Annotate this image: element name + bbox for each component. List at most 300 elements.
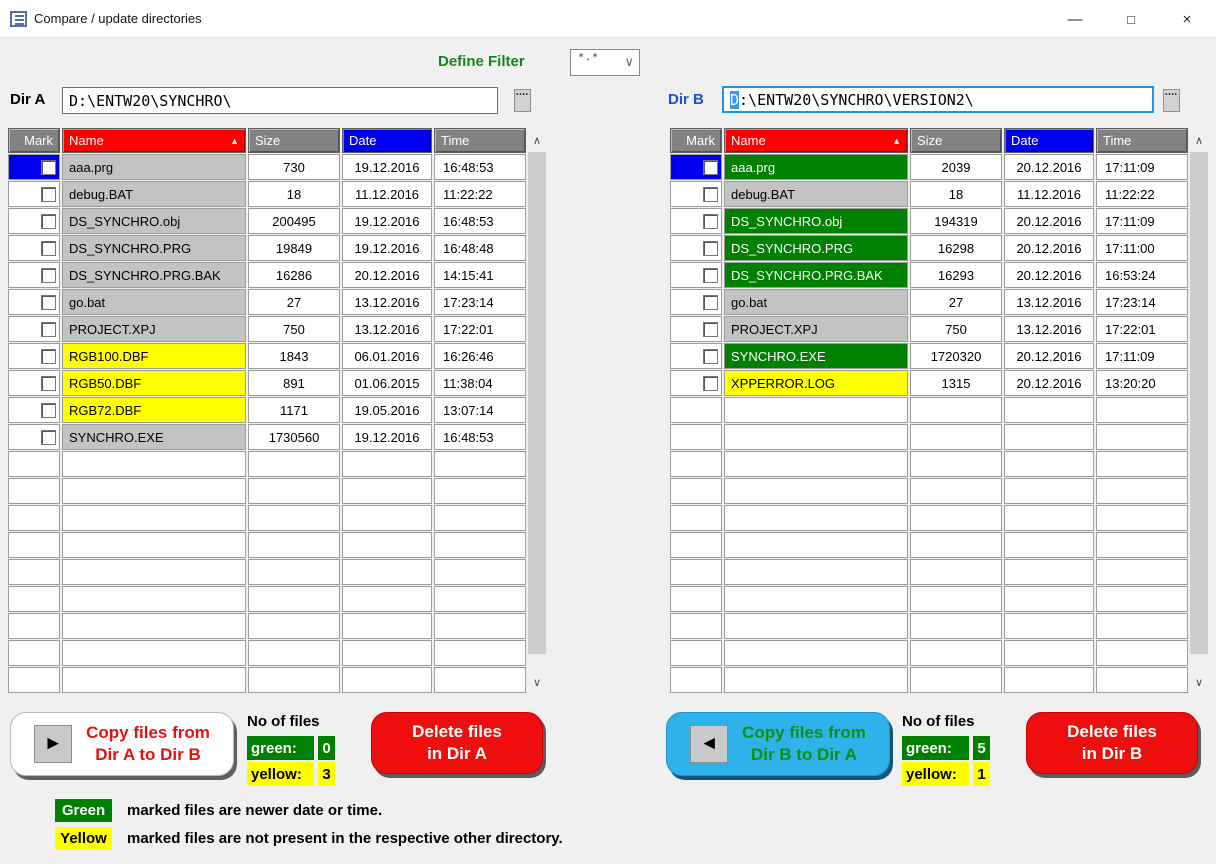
column-header-mark[interactable] <box>8 128 60 153</box>
file-name-cell <box>62 613 246 639</box>
file-date-cell: 20.12.2016 <box>1004 370 1094 396</box>
file-name-cell: debug.BAT <box>62 181 246 207</box>
column-header-label: Date <box>349 133 377 148</box>
table-row <box>8 640 526 666</box>
file-size-cell <box>910 451 1002 477</box>
minimize-icon[interactable]: — <box>1067 10 1083 28</box>
file-time-cell <box>1096 667 1188 693</box>
button-label-line: in Dir A <box>427 744 487 763</box>
yellow-count-label: yellow: <box>902 762 969 786</box>
file-date-cell <box>1004 505 1094 531</box>
table-row[interactable] <box>8 181 526 207</box>
mark-cell <box>670 343 722 369</box>
file-time-cell <box>434 613 526 639</box>
file-name-cell: DS_SYNCHRO.obj <box>62 208 246 234</box>
file-time-cell: 17:11:00 <box>1096 235 1188 261</box>
scrollbar-thumb[interactable] <box>528 152 546 654</box>
file-size-cell <box>248 640 340 666</box>
file-time-cell: 11:38:04 <box>434 370 526 396</box>
column-header-date[interactable] <box>1004 128 1094 153</box>
file-date-cell <box>342 640 432 666</box>
green-count-value: 5 <box>973 736 990 760</box>
file-time-cell <box>434 640 526 666</box>
button-label-line: Dir B to Dir A <box>750 745 858 764</box>
column-header-label: Time <box>441 133 470 148</box>
file-date-cell <box>1004 559 1094 585</box>
file-name-cell: go.bat <box>62 289 246 315</box>
column-header-name[interactable] <box>62 128 246 153</box>
file-date-cell: 20.12.2016 <box>342 262 432 288</box>
yellow-legend-text: marked files are not present in the respective other directory. <box>127 830 563 847</box>
file-name-cell <box>724 424 908 450</box>
table-row <box>670 532 1188 558</box>
table-row <box>670 424 1188 450</box>
row-checkbox[interactable] <box>41 349 56 364</box>
file-name-cell <box>62 667 246 693</box>
table-row[interactable] <box>670 181 1188 207</box>
file-time-cell <box>434 451 526 477</box>
file-date-cell: 20.12.2016 <box>1004 343 1094 369</box>
file-time-cell: 17:22:01 <box>434 316 526 342</box>
table-row[interactable] <box>670 235 1188 261</box>
file-date-cell <box>342 451 432 477</box>
mark-cell <box>670 154 722 180</box>
file-time-cell: 11:22:22 <box>434 181 526 207</box>
table-row[interactable] <box>670 316 1188 342</box>
scroll-down-icon[interactable]: ∨ <box>1194 676 1204 689</box>
dir-b-path-text: :\ENTW20\SYNCHRO\VERSION2\ <box>739 90 974 109</box>
file-time-cell <box>434 667 526 693</box>
file-name-cell: SYNCHRO.EXE <box>724 343 908 369</box>
file-name-cell: DS_SYNCHRO.PRG <box>724 235 908 261</box>
define-filter-label: Define Filter <box>438 53 525 70</box>
file-time-cell: 14:15:41 <box>434 262 526 288</box>
table-row <box>8 559 526 585</box>
yellow-count-value: 3 <box>318 762 335 786</box>
table-row[interactable] <box>670 289 1188 315</box>
mark-cell <box>670 667 722 693</box>
row-checkbox[interactable] <box>703 160 718 175</box>
dir-b-label: Dir B <box>668 91 704 108</box>
file-time-cell: 17:23:14 <box>1096 289 1188 315</box>
file-size-cell <box>910 667 1002 693</box>
table-row <box>670 478 1188 504</box>
sort-asc-icon: ▲ <box>230 135 239 146</box>
scrollbar-thumb[interactable] <box>1190 152 1208 654</box>
table-row[interactable] <box>8 154 526 180</box>
file-date-cell: 19.05.2016 <box>342 397 432 423</box>
mark-cell <box>670 586 722 612</box>
mark-cell <box>670 262 722 288</box>
file-time-cell: 16:48:53 <box>434 424 526 450</box>
play-right-glyph: ► <box>43 732 63 754</box>
file-date-cell: 20.12.2016 <box>1004 262 1094 288</box>
mark-cell <box>670 640 722 666</box>
row-checkbox[interactable] <box>41 268 56 283</box>
row-checkbox[interactable] <box>41 160 56 175</box>
row-checkbox[interactable] <box>703 214 718 229</box>
column-header-label: Size <box>917 133 943 148</box>
file-name-cell: SYNCHRO.EXE <box>62 424 246 450</box>
file-size-cell: 1843 <box>248 343 340 369</box>
yellow-legend-chip: Yellow <box>55 827 112 850</box>
filter-value: *.* <box>578 52 600 63</box>
column-header-name[interactable] <box>724 128 908 153</box>
file-time-cell: 11:22:22 <box>1096 181 1188 207</box>
copy-a-button-label <box>86 722 210 766</box>
column-header-time[interactable] <box>1096 128 1188 153</box>
table-row[interactable] <box>8 397 526 423</box>
table-row <box>8 505 526 531</box>
table-row[interactable] <box>8 370 526 396</box>
column-header-label: Date <box>1011 133 1039 148</box>
file-date-cell <box>342 586 432 612</box>
file-date-cell: 13.12.2016 <box>1004 289 1094 315</box>
file-size-cell <box>248 586 340 612</box>
table-row <box>670 640 1188 666</box>
file-size-cell <box>248 559 340 585</box>
file-date-cell: 13.12.2016 <box>342 289 432 315</box>
mark-cell <box>670 289 722 315</box>
file-date-cell: 11.12.2016 <box>1004 181 1094 207</box>
mark-cell <box>8 181 60 207</box>
dir-b-path-selected-text: D <box>730 90 740 109</box>
table-row[interactable] <box>670 343 1188 369</box>
file-name-cell <box>724 478 908 504</box>
mark-cell <box>8 343 60 369</box>
close-icon[interactable]: × <box>1182 10 1192 28</box>
file-size-cell: 16293 <box>910 262 1002 288</box>
file-date-cell: 19.12.2016 <box>342 154 432 180</box>
file-name-cell: RGB100.DBF <box>62 343 246 369</box>
file-name-cell <box>724 586 908 612</box>
mark-cell <box>8 235 60 261</box>
scrollbar-track[interactable] <box>1190 654 1208 670</box>
table-header-row <box>8 128 526 153</box>
file-size-cell <box>910 586 1002 612</box>
app-icon <box>10 11 27 27</box>
mark-cell <box>670 424 722 450</box>
file-time-cell <box>434 532 526 558</box>
filter-dropdown[interactable] <box>570 49 640 76</box>
file-time-cell <box>1096 505 1188 531</box>
file-size-cell <box>910 397 1002 423</box>
file-time-cell <box>1096 613 1188 639</box>
table-row <box>670 613 1188 639</box>
row-checkbox[interactable] <box>41 214 56 229</box>
file-time-cell <box>1096 532 1188 558</box>
file-time-cell: 16:48:53 <box>434 208 526 234</box>
mark-cell <box>670 532 722 558</box>
column-header-label: Mark <box>24 133 53 148</box>
file-time-cell: 17:11:09 <box>1096 154 1188 180</box>
mark-cell <box>8 154 60 180</box>
file-date-cell: 20.12.2016 <box>1004 154 1094 180</box>
column-header-size[interactable] <box>910 128 1002 153</box>
file-name-cell: RGB50.DBF <box>62 370 246 396</box>
file-date-cell: 13.12.2016 <box>1004 316 1094 342</box>
file-date-cell: 01.06.2015 <box>342 370 432 396</box>
table-row <box>8 667 526 693</box>
file-time-cell: 16:26:46 <box>434 343 526 369</box>
file-size-cell: 194319 <box>910 208 1002 234</box>
legend-row-yellow <box>55 827 563 850</box>
file-date-cell: 20.12.2016 <box>1004 208 1094 234</box>
column-header-label: Name <box>69 133 104 148</box>
file-size-cell <box>910 640 1002 666</box>
file-time-cell: 17:11:09 <box>1096 343 1188 369</box>
table-row[interactable] <box>8 208 526 234</box>
file-size-cell <box>248 532 340 558</box>
table-b-scrollbar[interactable] <box>1190 128 1208 694</box>
legend-row-green <box>55 799 563 822</box>
mark-cell <box>8 667 60 693</box>
sort-asc-icon: ▲ <box>892 135 901 146</box>
table-row[interactable] <box>670 370 1188 396</box>
row-checkbox[interactable] <box>703 241 718 256</box>
scroll-up-icon[interactable]: ∧ <box>532 134 542 147</box>
row-checkbox[interactable] <box>703 295 718 310</box>
file-size-cell <box>910 424 1002 450</box>
mark-cell <box>8 505 60 531</box>
file-size-cell: 1315 <box>910 370 1002 396</box>
row-checkbox[interactable] <box>41 376 56 391</box>
table-row[interactable] <box>8 424 526 450</box>
file-date-cell <box>342 559 432 585</box>
file-time-cell: 13:07:14 <box>434 397 526 423</box>
button-label-line: Copy files from <box>86 722 210 742</box>
file-date-cell <box>342 613 432 639</box>
mark-cell <box>670 208 722 234</box>
file-name-cell <box>724 613 908 639</box>
file-size-cell <box>248 478 340 504</box>
row-checkbox[interactable] <box>703 349 718 364</box>
file-time-cell <box>1096 424 1188 450</box>
mark-cell <box>670 478 722 504</box>
file-size-cell <box>910 613 1002 639</box>
dir-a-file-table <box>8 128 526 694</box>
green-count-label: green: <box>247 736 314 760</box>
file-date-cell <box>1004 397 1094 423</box>
file-time-cell: 16:48:48 <box>434 235 526 261</box>
delete-files-dir-a-button[interactable] <box>371 712 543 774</box>
file-size-cell <box>910 532 1002 558</box>
file-size-cell <box>248 505 340 531</box>
file-time-cell <box>434 505 526 531</box>
mark-cell <box>8 451 60 477</box>
file-time-cell <box>434 586 526 612</box>
file-time-cell: 17:23:14 <box>434 289 526 315</box>
file-name-cell <box>724 451 908 477</box>
delete-b-button-label <box>1067 721 1157 765</box>
file-size-cell <box>248 613 340 639</box>
button-label-line: Copy files from <box>742 722 866 742</box>
green-legend-chip: Green <box>55 799 112 822</box>
table-row <box>8 478 526 504</box>
mark-cell <box>8 613 60 639</box>
file-time-cell <box>1096 451 1188 477</box>
row-checkbox[interactable] <box>703 322 718 337</box>
file-size-cell: 19849 <box>248 235 340 261</box>
file-name-cell: DS_SYNCHRO.PRG.BAK <box>724 262 908 288</box>
row-checkbox[interactable] <box>41 403 56 418</box>
column-header-date[interactable] <box>342 128 432 153</box>
column-header-label: Size <box>255 133 281 148</box>
file-date-cell <box>342 532 432 558</box>
file-date-cell: 13.12.2016 <box>342 316 432 342</box>
file-date-cell: 20.12.2016 <box>1004 235 1094 261</box>
file-time-cell <box>1096 478 1188 504</box>
file-date-cell: 11.12.2016 <box>342 181 432 207</box>
button-label-line: Delete files <box>412 721 502 741</box>
file-size-cell: 1171 <box>248 397 340 423</box>
file-size-cell <box>910 559 1002 585</box>
file-size-cell <box>248 667 340 693</box>
table-row[interactable] <box>670 208 1188 234</box>
file-name-cell <box>62 586 246 612</box>
mark-cell <box>8 397 60 423</box>
column-header-size[interactable] <box>248 128 340 153</box>
mark-cell <box>8 262 60 288</box>
file-name-cell: PROJECT.XPJ <box>62 316 246 342</box>
file-name-cell: go.bat <box>724 289 908 315</box>
scroll-down-icon[interactable]: ∨ <box>532 676 542 689</box>
mark-cell <box>670 235 722 261</box>
file-size-cell: 1730560 <box>248 424 340 450</box>
green-count-value: 0 <box>318 736 335 760</box>
mark-cell <box>8 316 60 342</box>
copy-a-to-b-button[interactable] <box>10 712 234 776</box>
file-name-cell: debug.BAT <box>724 181 908 207</box>
file-time-cell: 17:22:01 <box>1096 316 1188 342</box>
row-checkbox[interactable] <box>703 376 718 391</box>
arrow-right-icon <box>34 725 72 763</box>
title-bar <box>0 0 1216 38</box>
file-count-panel-a <box>247 713 335 788</box>
file-size-cell <box>248 451 340 477</box>
green-legend-text: marked files are newer date or time. <box>127 802 383 819</box>
file-date-cell <box>1004 451 1094 477</box>
button-label-line: in Dir B <box>1081 744 1143 763</box>
file-name-cell: DS_SYNCHRO.PRG <box>62 235 246 261</box>
row-checkbox[interactable] <box>41 295 56 310</box>
mark-cell <box>670 451 722 477</box>
no-of-files-label: No of files <box>247 713 320 730</box>
dir-b-path-input[interactable] <box>722 86 1154 113</box>
file-name-cell: aaa.prg <box>62 154 246 180</box>
row-checkbox[interactable] <box>41 430 56 445</box>
delete-files-dir-b-button[interactable] <box>1026 712 1198 774</box>
file-name-cell: RGB72.DBF <box>62 397 246 423</box>
dir-a-browse-button[interactable] <box>514 89 531 112</box>
file-name-cell <box>62 532 246 558</box>
button-label-line: Dir A to Dir B <box>95 745 201 764</box>
dir-a-path-input[interactable] <box>62 87 498 114</box>
file-name-cell <box>724 640 908 666</box>
table-row[interactable] <box>8 289 526 315</box>
window-title: Compare / update directories <box>34 11 202 26</box>
file-date-cell <box>1004 640 1094 666</box>
column-header-mark[interactable] <box>670 128 722 153</box>
file-name-cell: DS_SYNCHRO.PRG.BAK <box>62 262 246 288</box>
file-name-cell <box>62 505 246 531</box>
file-size-cell: 18 <box>248 181 340 207</box>
file-size-cell: 27 <box>248 289 340 315</box>
file-size-cell: 891 <box>248 370 340 396</box>
row-checkbox[interactable] <box>703 187 718 202</box>
table-row[interactable] <box>670 262 1188 288</box>
scroll-up-icon[interactable]: ∧ <box>1194 134 1204 147</box>
file-time-cell <box>434 478 526 504</box>
file-time-cell: 17:11:09 <box>1096 208 1188 234</box>
mark-cell <box>670 613 722 639</box>
file-time-cell <box>1096 586 1188 612</box>
yellow-count-label: yellow: <box>247 762 314 786</box>
mark-cell <box>8 370 60 396</box>
file-date-cell <box>342 505 432 531</box>
arrow-left-icon <box>690 725 728 763</box>
file-size-cell: 27 <box>910 289 1002 315</box>
column-header-time[interactable] <box>434 128 526 153</box>
table-row[interactable] <box>8 262 526 288</box>
file-size-cell: 200495 <box>248 208 340 234</box>
file-name-cell <box>724 505 908 531</box>
table-row <box>8 532 526 558</box>
table-row <box>670 586 1188 612</box>
button-label-line: Delete files <box>1067 721 1157 741</box>
file-name-cell <box>724 532 908 558</box>
no-of-files-label: No of files <box>902 713 975 730</box>
dir-a-path-text: D:\ENTW20\SYNCHRO\ <box>69 91 232 110</box>
mark-cell <box>8 478 60 504</box>
table-a-scrollbar[interactable] <box>528 128 546 694</box>
mark-cell <box>8 640 60 666</box>
file-time-cell: 16:48:53 <box>434 154 526 180</box>
file-date-cell: 19.12.2016 <box>342 235 432 261</box>
copy-b-to-a-button[interactable] <box>666 712 890 776</box>
table-row <box>8 586 526 612</box>
maximize-icon[interactable]: □ <box>1127 11 1135 27</box>
table-row <box>670 505 1188 531</box>
scrollbar-track[interactable] <box>528 654 546 670</box>
chevron-down-icon: ∨ <box>624 54 634 69</box>
row-checkbox[interactable] <box>41 241 56 256</box>
row-checkbox[interactable] <box>703 268 718 283</box>
file-name-cell <box>62 451 246 477</box>
file-date-cell: 19.12.2016 <box>342 208 432 234</box>
file-size-cell: 730 <box>248 154 340 180</box>
table-row[interactable] <box>670 154 1188 180</box>
file-date-cell <box>1004 532 1094 558</box>
file-name-cell <box>62 478 246 504</box>
table-row[interactable] <box>8 343 526 369</box>
row-checkbox[interactable] <box>41 322 56 337</box>
file-date-cell <box>342 667 432 693</box>
file-size-cell: 18 <box>910 181 1002 207</box>
column-header-label: Mark <box>686 133 715 148</box>
table-row[interactable] <box>8 235 526 261</box>
file-size-cell: 750 <box>248 316 340 342</box>
file-name-cell: aaa.prg <box>724 154 908 180</box>
file-size-cell <box>910 478 1002 504</box>
mark-cell <box>670 505 722 531</box>
row-checkbox[interactable] <box>41 187 56 202</box>
file-size-cell: 1720320 <box>910 343 1002 369</box>
table-row[interactable] <box>8 316 526 342</box>
play-left-glyph: ◄ <box>699 732 719 754</box>
dir-b-browse-button[interactable] <box>1163 89 1180 112</box>
file-time-cell <box>1096 559 1188 585</box>
